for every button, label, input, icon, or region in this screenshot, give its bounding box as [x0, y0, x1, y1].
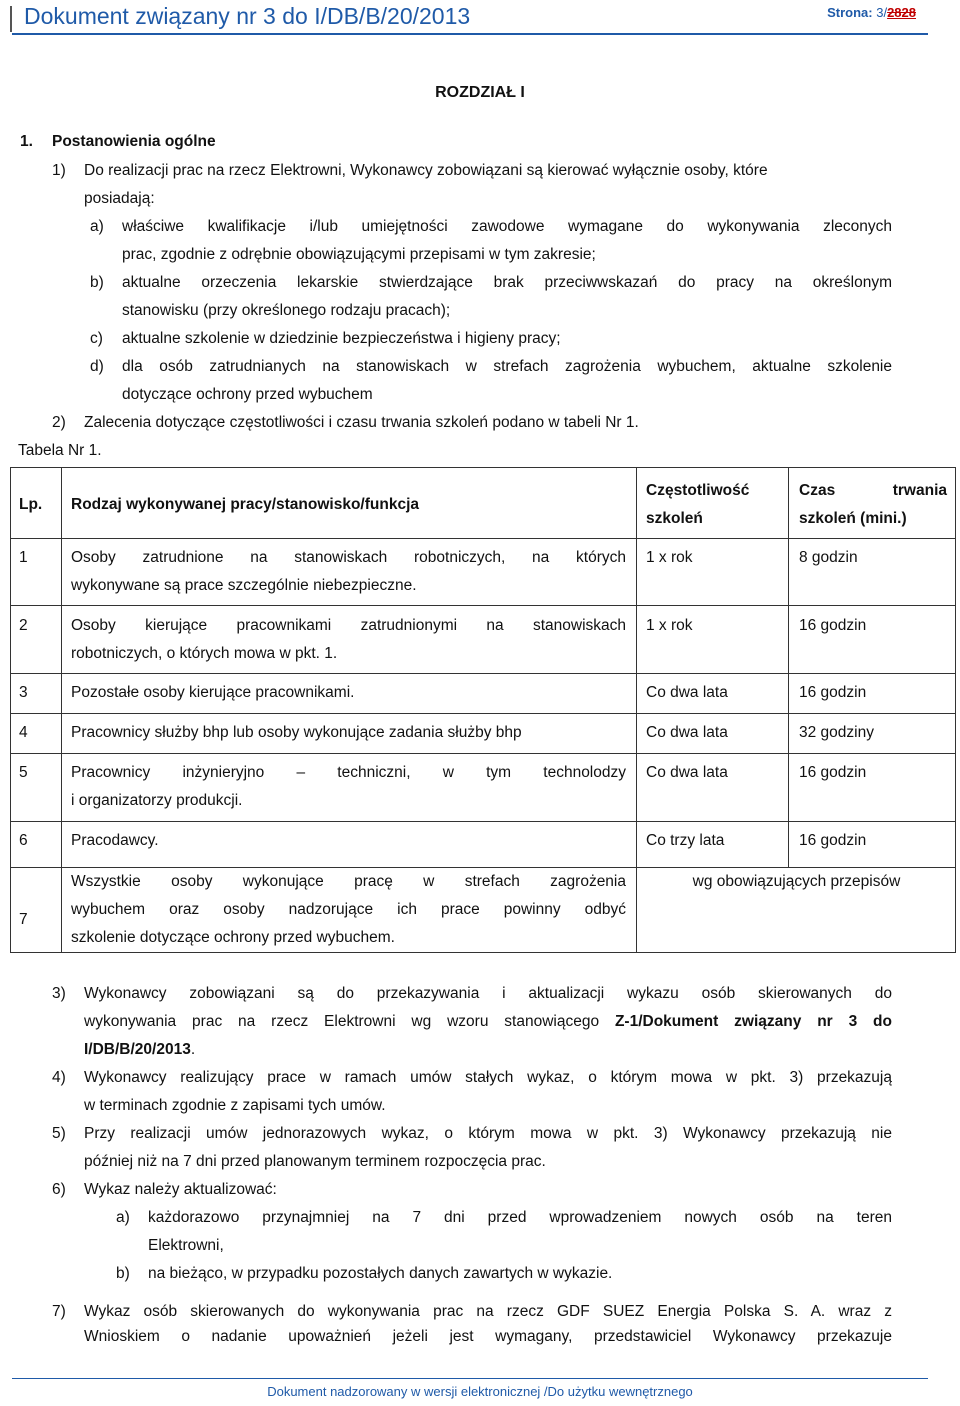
paragraph-line: Wykonawcy zobowiązani są do przekazywania i aktualizacji wykazu osób skierowanych do [84, 985, 892, 1002]
paragraph-line: posiadają: [84, 190, 155, 207]
cell-duration: 16 godzin [799, 684, 867, 701]
chapter-heading: ROZDZIAŁ I [435, 84, 525, 101]
list-letter: a) [116, 1209, 130, 1226]
table-caption: Tabela Nr 1. [18, 442, 102, 459]
header-czas: trwania [892, 482, 947, 499]
page-number [827, 5, 916, 20]
cell-rodzaj: Pracownicy służby bhp lub osoby wykonujące zadania służby bhp [71, 724, 522, 741]
list-number: 2) [52, 414, 66, 431]
page-label: Strona: [827, 5, 873, 20]
paragraph-line: Przy realizacji umów jednorazowych wykaz, o którym mowa w pkt. 3) Wykonawcy przekazują nie [84, 1125, 892, 1142]
row-divider [11, 867, 955, 868]
paragraph-line: aktualne szkolenie w dziedzinie bezpieczeństwa i higieny pracy; [122, 330, 561, 347]
cell-frequency: 1 x rok [646, 617, 693, 634]
header-rule [12, 33, 928, 35]
paragraph-line: Elektrowni, [148, 1237, 224, 1254]
paragraph-line: Wykaz osób skierowanych do wykonywania prac na rzecz GDF SUEZ Energia Polska S. A. wraz z [84, 1303, 892, 1320]
text-run-bold: I/DB/B/20/2013 [84, 1041, 191, 1058]
cell-frequency: 1 x rok [646, 549, 693, 566]
list-letter: b) [90, 274, 104, 291]
header-czas: szkoleń (mini.) [799, 510, 907, 527]
cell-rodzaj: Osoby kierujące pracownikami zatrudnionymi na stanowiskach [71, 617, 626, 634]
cell-rodzaj: Pracodawcy. [71, 832, 159, 849]
list-letter: b) [116, 1265, 130, 1282]
paragraph-line: stanowisku (przy określonego rodzaju pracach); [122, 302, 451, 319]
footer-rule [12, 1378, 928, 1379]
paragraph-line: Do realizacji prac na rzecz Elektrowni, Wykonawcy zobowiązani są kierować wyłącznie osoby, które [84, 162, 768, 179]
row-divider [11, 713, 955, 714]
paragraph-line: Wykaz należy aktualizować: [84, 1181, 277, 1198]
paragraph-line: prac, zgodnie z odrębnie obowiązującymi przepisami w tym zakresie; [122, 246, 596, 263]
cell-duration: 32 godziny [799, 724, 874, 741]
list-number: 6) [52, 1181, 66, 1198]
text-run: wykonywania prac na rzecz Elektrowni wg wzoru stanowiącego [84, 1013, 615, 1030]
cell-duration: 16 godzin [799, 764, 867, 781]
header-czas: Czas [799, 482, 836, 499]
training-table [10, 467, 956, 953]
paragraph-line: dla osób zatrudnianych na stanowiskach w strefach zagrożenia wybuchem, aktualne szkolenie [122, 358, 892, 375]
cell-duration: 16 godzin [799, 832, 867, 849]
cell-lp: 7 [19, 911, 28, 928]
cell-lp: 5 [19, 764, 28, 781]
page-total-struck: 2828 [887, 5, 916, 20]
paragraph-line: dotyczące ochrony przed wybuchem [122, 386, 373, 403]
row-divider [11, 538, 955, 539]
list-number: 1) [52, 162, 66, 179]
header-lp: Lp. [19, 496, 43, 513]
row-divider [11, 753, 955, 754]
cell-lp: 4 [19, 724, 28, 741]
header-czestotliwosc: Częstotliwość [646, 482, 750, 499]
header-rodzaj: Rodzaj wykonywanej pracy/stanowisko/funkcja [71, 496, 419, 513]
paragraph-line: później niż na 7 dni przed planowanym terminem rozpoczęcia prac. [84, 1153, 546, 1170]
cell-frequency: Co dwa lata [646, 684, 728, 701]
header-left-bar [10, 6, 12, 32]
cell-frequency: Co trzy lata [646, 832, 725, 849]
document-title: Dokument związany nr 3 do I/DB/B/20/2013 [24, 3, 471, 29]
cell-rodzaj: wykonywane są prace szczególnie niebezpieczne. [71, 577, 417, 594]
list-number: 3) [52, 985, 66, 1002]
column-divider [61, 468, 62, 952]
list-letter: a) [90, 218, 104, 235]
cell-rodzaj: Wszystkie osoby wykonujące pracę w strefach zagrożenia [71, 873, 626, 890]
paragraph-line: Wykonawcy realizujący prace w ramach umów stałych wykaz, o którym mowa w pkt. 3) przekazują [84, 1069, 892, 1086]
paragraph-line: na bieżąco, w przypadku pozostałych danych zawartych w wykazie. [148, 1265, 613, 1282]
column-divider [788, 468, 789, 867]
paragraph-line: każdorazowo przynajmniej na 7 dni przed wprowadzeniem nowych osób na teren [148, 1209, 892, 1226]
page-header [0, 0, 960, 36]
list-number: 5) [52, 1125, 66, 1142]
cell-duration: 16 godzin [799, 617, 867, 634]
paragraph-line [84, 1013, 892, 1031]
row-divider [11, 605, 955, 606]
cell-lp: 1 [19, 549, 28, 566]
header-czestotliwosc: szkoleń [646, 510, 703, 527]
row-divider [11, 673, 955, 674]
page-footer: Dokument nadzorowany w wersji elektronicznej /Do użytku wewnętrznego [267, 1384, 693, 1399]
paragraph-line: aktualne orzeczenia lekarskie stwierdzające brak przeciwwskazań do pracy na określonym [122, 274, 892, 291]
text-run-bold: Z-1/Dokument związany nr 3 do [614, 1013, 892, 1030]
cell-rodzaj: szkolenie dotyczące ochrony przed wybuchem. [71, 929, 395, 946]
cell-rodzaj: Pozostałe osoby kierujące pracownikami. [71, 684, 355, 701]
paragraph-line [84, 1041, 195, 1059]
list-number: 4) [52, 1069, 66, 1086]
cell-rodzaj: Pracownicy inżynieryjno – techniczni, w tym technolodzy [71, 764, 626, 781]
cell-lp: 6 [19, 832, 28, 849]
list-number: 7) [52, 1303, 66, 1320]
page-current: 3/ [876, 5, 888, 20]
cell-frequency: Co dwa lata [646, 724, 728, 741]
cell-rodzaj: i organizatorzy produkcji. [71, 792, 243, 809]
list-letter: c) [90, 330, 103, 347]
cell-merged-requirements: wg obowiązujących przepisów [692, 873, 901, 890]
cell-duration: 8 godzin [799, 549, 858, 566]
cell-rodzaj: wybuchem oraz osoby nadzorujące ich prace powinny odbyć [71, 901, 626, 918]
paragraph-line: w terminach zgodnie z zapisami tych umów. [84, 1097, 386, 1114]
cell-rodzaj: Osoby zatrudnione na stanowiskach robotniczych, na których [71, 549, 626, 566]
row-divider [11, 821, 955, 822]
section-number: 1. [20, 133, 33, 150]
text-run: . [190, 1041, 196, 1058]
list-letter: d) [90, 358, 104, 375]
paragraph-line: Zalecenia dotyczące częstotliwości i czasu trwania szkoleń podano w tabeli Nr 1. [84, 414, 639, 431]
paragraph-line: Wnioskiem o nadanie upoważnień jeżeli jest wymagany, przedstawiciel Wykonawcy przekazuje [84, 1328, 892, 1345]
section-title: Postanowienia ogólne [52, 133, 216, 150]
cell-frequency: Co dwa lata [646, 764, 728, 781]
cell-rodzaj: robotniczych, o których mowa w pkt. 1. [71, 645, 338, 662]
paragraph-line: właściwe kwalifikacje i/lub umiejętności zawodowe wymagane do wykonywania zleconych [122, 218, 892, 235]
cell-lp: 2 [19, 617, 28, 634]
cell-lp: 3 [19, 684, 28, 701]
